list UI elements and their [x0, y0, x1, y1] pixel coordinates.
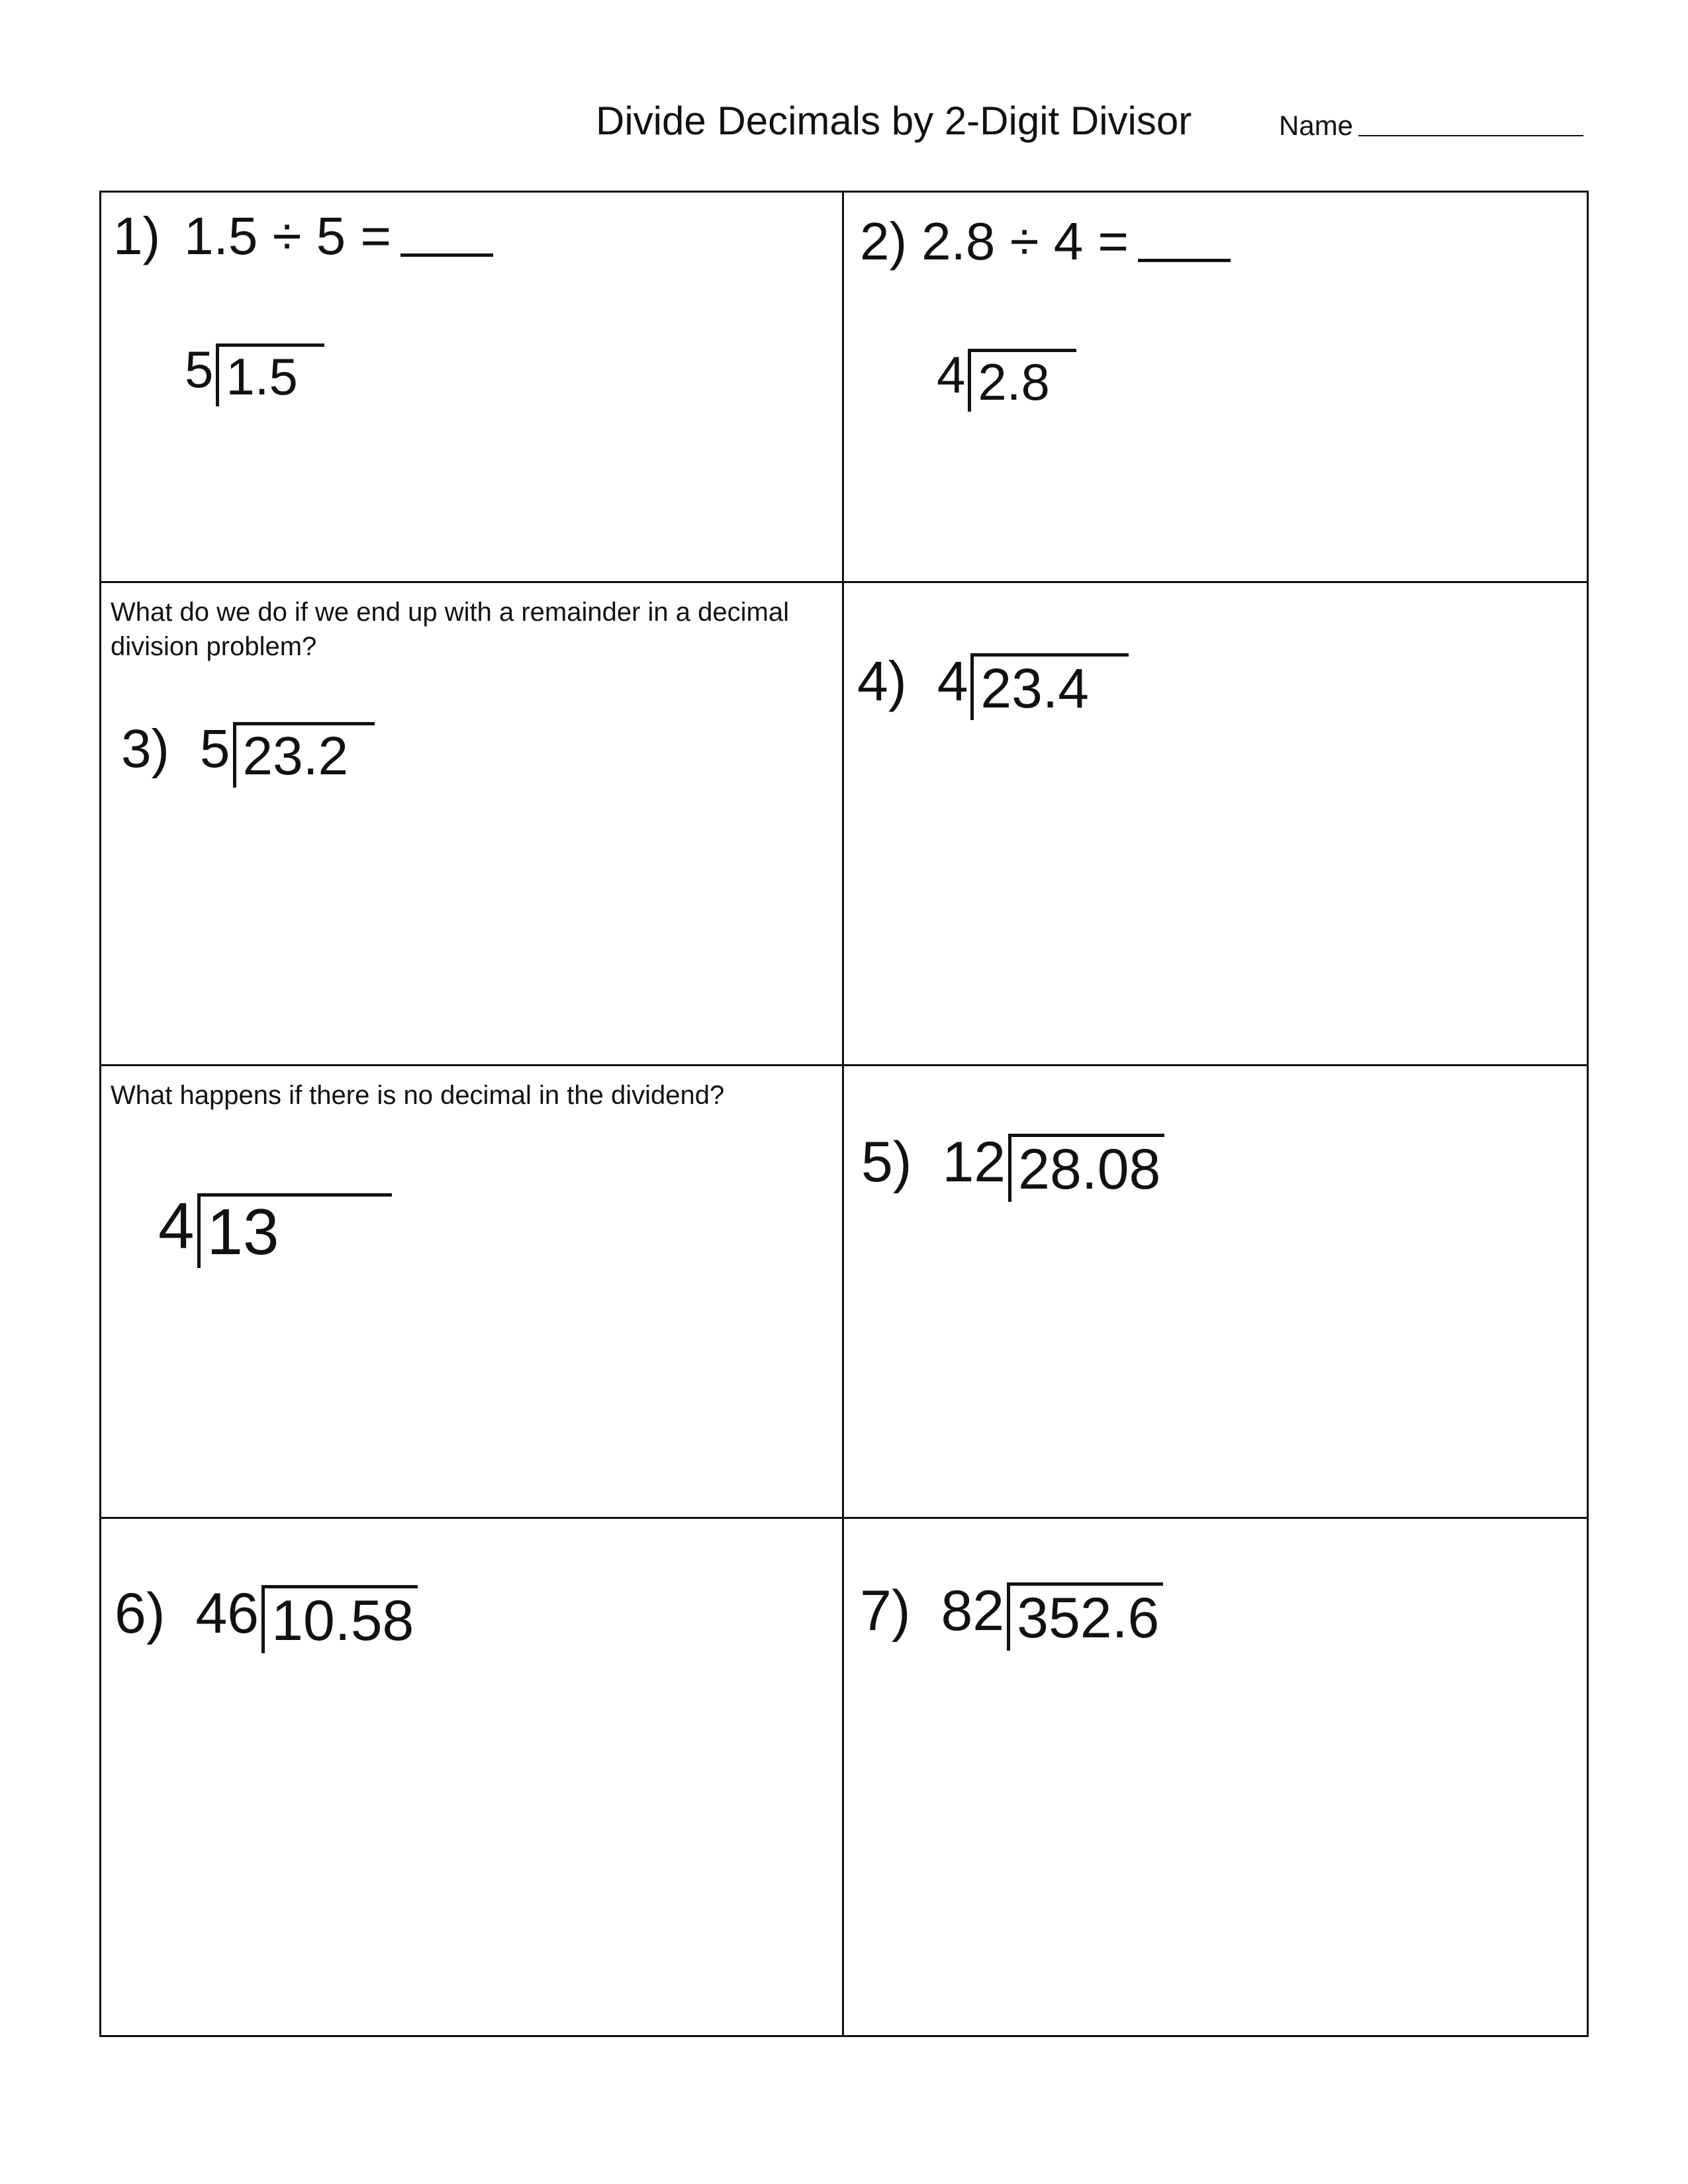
problem-5-long-division: [861, 1130, 1164, 1202]
problem-7-divisor: 82: [941, 1579, 1005, 1643]
problem-3-long-division: [121, 719, 375, 788]
problem-5-divisor: 12: [942, 1130, 1006, 1194]
problem-1-label: 1): [113, 206, 161, 265]
no-decimal-question: What happens if there is no decimal in the dividend?: [111, 1081, 725, 1110]
problem-2-label: 2): [860, 212, 908, 271]
problem-cell-4: [844, 583, 1587, 1066]
worksheet-title: Divide Decimals by 2-Digit Divisor: [596, 99, 1192, 143]
problem-7-label: 7): [860, 1579, 911, 1643]
problem-6-dividend: 10.58: [261, 1585, 418, 1653]
problem-1-equation: [113, 206, 493, 267]
problem-1-expression: 1.5 ÷ 5 =: [184, 206, 392, 265]
problem-5-label: 5): [861, 1130, 912, 1194]
name-field: [1279, 110, 1583, 142]
problem-6-label: 6): [115, 1582, 165, 1645]
problem-cell-3: [101, 583, 844, 1066]
problem-1-dividend: 1.5: [216, 343, 324, 406]
example-dividend: 13: [197, 1193, 392, 1268]
name-label: Name: [1279, 110, 1354, 141]
problem-2-divisor: 4: [937, 345, 966, 404]
problem-4-label: 4): [857, 650, 907, 712]
problem-2-equation: [860, 211, 1231, 272]
problem-grid: [99, 191, 1589, 2037]
problem-cell-7: [844, 1519, 1587, 2035]
problem-cell-1: [101, 193, 844, 583]
problem-1-answer-blank[interactable]: [400, 253, 493, 257]
problem-7-dividend: 352.6: [1007, 1582, 1163, 1651]
problem-cell-2: [844, 193, 1587, 583]
problem-2-long-division: [937, 345, 1076, 412]
problem-4-dividend: 23.4: [970, 653, 1129, 720]
problem-cell-6: [101, 1519, 844, 2035]
problem-3-label: 3): [121, 719, 169, 779]
problem-6-divisor: 46: [195, 1582, 259, 1645]
problem-2-answer-blank[interactable]: [1138, 259, 1231, 262]
problem-2-expression: 2.8 ÷ 4 =: [921, 212, 1129, 271]
name-blank-line[interactable]: [1358, 135, 1583, 136]
problem-4-divisor: 4: [937, 650, 968, 712]
problem-2-dividend: 2.8: [968, 349, 1076, 412]
example-cell: [101, 1066, 844, 1519]
example-long-division: [158, 1189, 392, 1268]
remainder-question: What do we do if we end up with a remainder in a decimal division problem?: [111, 598, 789, 661]
problem-3-divisor: 5: [199, 719, 230, 779]
problem-4-long-division: [857, 650, 1129, 720]
problem-1-divisor: 5: [185, 340, 214, 398]
problem-3-dividend: 23.2: [233, 722, 375, 788]
problem-6-long-division: [115, 1582, 418, 1653]
problem-5-dividend: 28.08: [1008, 1134, 1164, 1202]
problem-7-long-division: [860, 1579, 1163, 1651]
problem-1-long-division: [185, 340, 324, 406]
example-divisor: 4: [158, 1189, 195, 1262]
problem-cell-5: [844, 1066, 1587, 1519]
